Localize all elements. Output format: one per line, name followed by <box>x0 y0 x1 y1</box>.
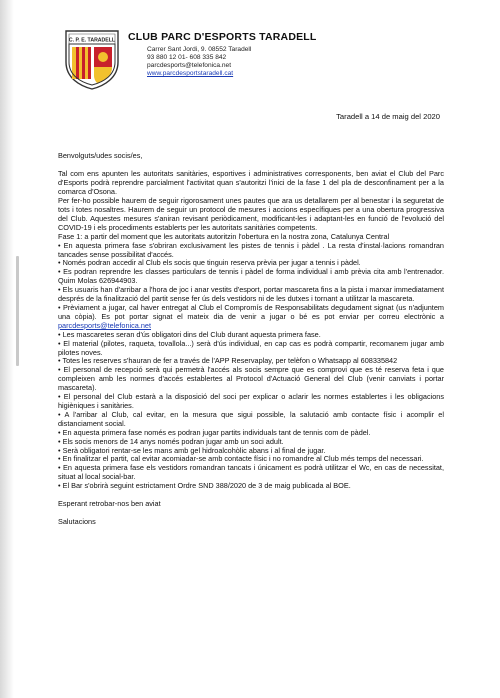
club-website-link[interactable]: www.parcdesportstaradell.cat <box>147 70 234 77</box>
list-item: • Les mascaretes seran d'ús obligatori dins del Club durant aquesta primera fase. <box>58 329 321 339</box>
signoff: Salutacions <box>58 517 96 527</box>
list-item: • Serà obligatori rentar-se les mans amb gel hidroalcohòlic abans i al final de jugar. <box>58 445 326 455</box>
list-item: • Els usuaris han d'arribar a l'hora de joc i anar vestits d'esport, portar mascareta fins a la pista i marxar immediatament després de la finalització del partit sense fer ús dels vestidors ni de les dutxes i tornant a utilitzar la mascareta. <box>58 285 444 304</box>
rules-list <box>58 242 444 491</box>
greeting: Benvolguts/udes socis/es, <box>58 151 143 160</box>
svg-text:C. P. E. TARADELL: C. P. E. TARADELL <box>68 37 116 44</box>
phase-heading: Fase 1: a partir del moment que les autoritats autoritzin l'obertura en la nostra zona, Catalunya Central <box>58 231 390 241</box>
list-item: • Només podran accedir al Club els socis que tinguin reserva prèvia per jugar a tennis i pàdel. <box>58 258 361 268</box>
letter-body <box>58 152 444 527</box>
closing-line: Esperant retrobar-nos ben aviat <box>58 499 161 509</box>
page-edge-mark <box>16 256 19 366</box>
list-item: • El Bar s'obrirà seguint estrictament Ordre SND 388/2020 de 3 de maig publicada al BOE. <box>58 481 351 491</box>
list-item: • El personal de recepció serà qui permetrà l'accés als socis sempre que es comprovi que es té reserva feta i que compleixen amb les normes d'accés establertes al Protocol d'Actuació General del Club (venir canviats i portar mascareta). <box>58 365 444 393</box>
list-item: • Prèviament a jugar, cal haver entregat al Club el Compromís de Responsabilitats degudament signat (us n'adjuntem una còpia). Es pot portar signat el mateix dia de venir a jugar o bé es pot enviar per correu electrònic a parcdesports@telefonica.net <box>58 303 444 330</box>
club-logo <box>64 28 120 90</box>
list-item: • El material (pilotes, raqueta, tovallola...) serà d'ús individual, en cap cas es podrà compartir, recomanem jugar amb pilotes noves. <box>58 338 444 357</box>
list-item: • En aquesta primera fase només es podran jugar partits individuals tant de tennis com de pàdel. <box>58 427 371 437</box>
club-phone: 93 880 12 01- 608 335 842 <box>147 54 227 61</box>
list-item: • En aquesta primera fase els vestidors romandran tancats i únicament es podrà utilitzar el Wc, en cas de necessitat, situat al local social-bar. <box>58 463 444 482</box>
letter-date: Taradell a 14 de maig del 2020 <box>336 112 440 121</box>
page-edge-shadow <box>0 0 14 698</box>
club-address: Carrer Sant Jordi, 9. 08552 Taradell <box>147 46 252 53</box>
list-item: • El personal del Club estarà a la disposició del soci per explicar o aclarir les normes establertes i les obligacions higièniques i sanitàries. <box>58 392 444 410</box>
list-item: • Els socis menors de 14 anys només podran jugar amb un soci adult. <box>58 436 284 446</box>
list-item: • En aquesta primera fase s'obriran exclusivament les pistes de tennis i pàdel . La resta d'instal·lacions romandran tancades sense possibilitat d'accés. <box>58 240 444 259</box>
club-email[interactable]: parcdesports@telefonica.net <box>147 62 232 69</box>
intro-paragraph-2: Per fer-ho possible haurem de seguir rigorosament unes pautes que ara us detallarem per al benestar i la seguretat de tots i totes nosaltres. Haurem de seguir un protocol de mesures i accions específiques per a una obertura progressiva del Club. Aquestes mesures s'aniran revisant periòdicament, modificant-les i adaptant-les en funció de l'evolució del COVID-19 i els procediments establerts per les autoritats sanitàries competents. <box>58 196 444 232</box>
list-item: • Totes les reserves s'hauran de fer a través de l'APP Reservaplay, per telèfon o Whatsapp al 608335842 <box>58 356 398 366</box>
list-item: • A l'arribar al Club, cal evitar, en la mesura que sigui possible, la salutació amb contacte físic i acomplir el distanciament social. <box>58 409 444 428</box>
list-item: • En finalitzar el partit, cal evitar acomiadar-se amb contacte físic i no romandre al Club més temps del necessari. <box>58 454 424 464</box>
email-link[interactable]: parcdesports@telefonica.net <box>58 320 151 330</box>
club-name: CLUB PARC D'ESPORTS TARADELL <box>128 31 317 43</box>
list-item: • Es podran reprendre les classes particulars de tennis i pàdel de forma individual i amb prèvia cita amb l'entrenador. Quim Molas 626944903. <box>58 267 444 286</box>
intro-paragraph-1: Tal com ens apunten les autoritats sanitàries, esportives i administratives corresponents, ben aviat el Club del Parc d'Esports podrà reprendre parcialment l'activitat quan s'autoritzi l'inici de la fase 1 del pla de desconfinament per a la comarca d'Osona. <box>58 169 444 197</box>
